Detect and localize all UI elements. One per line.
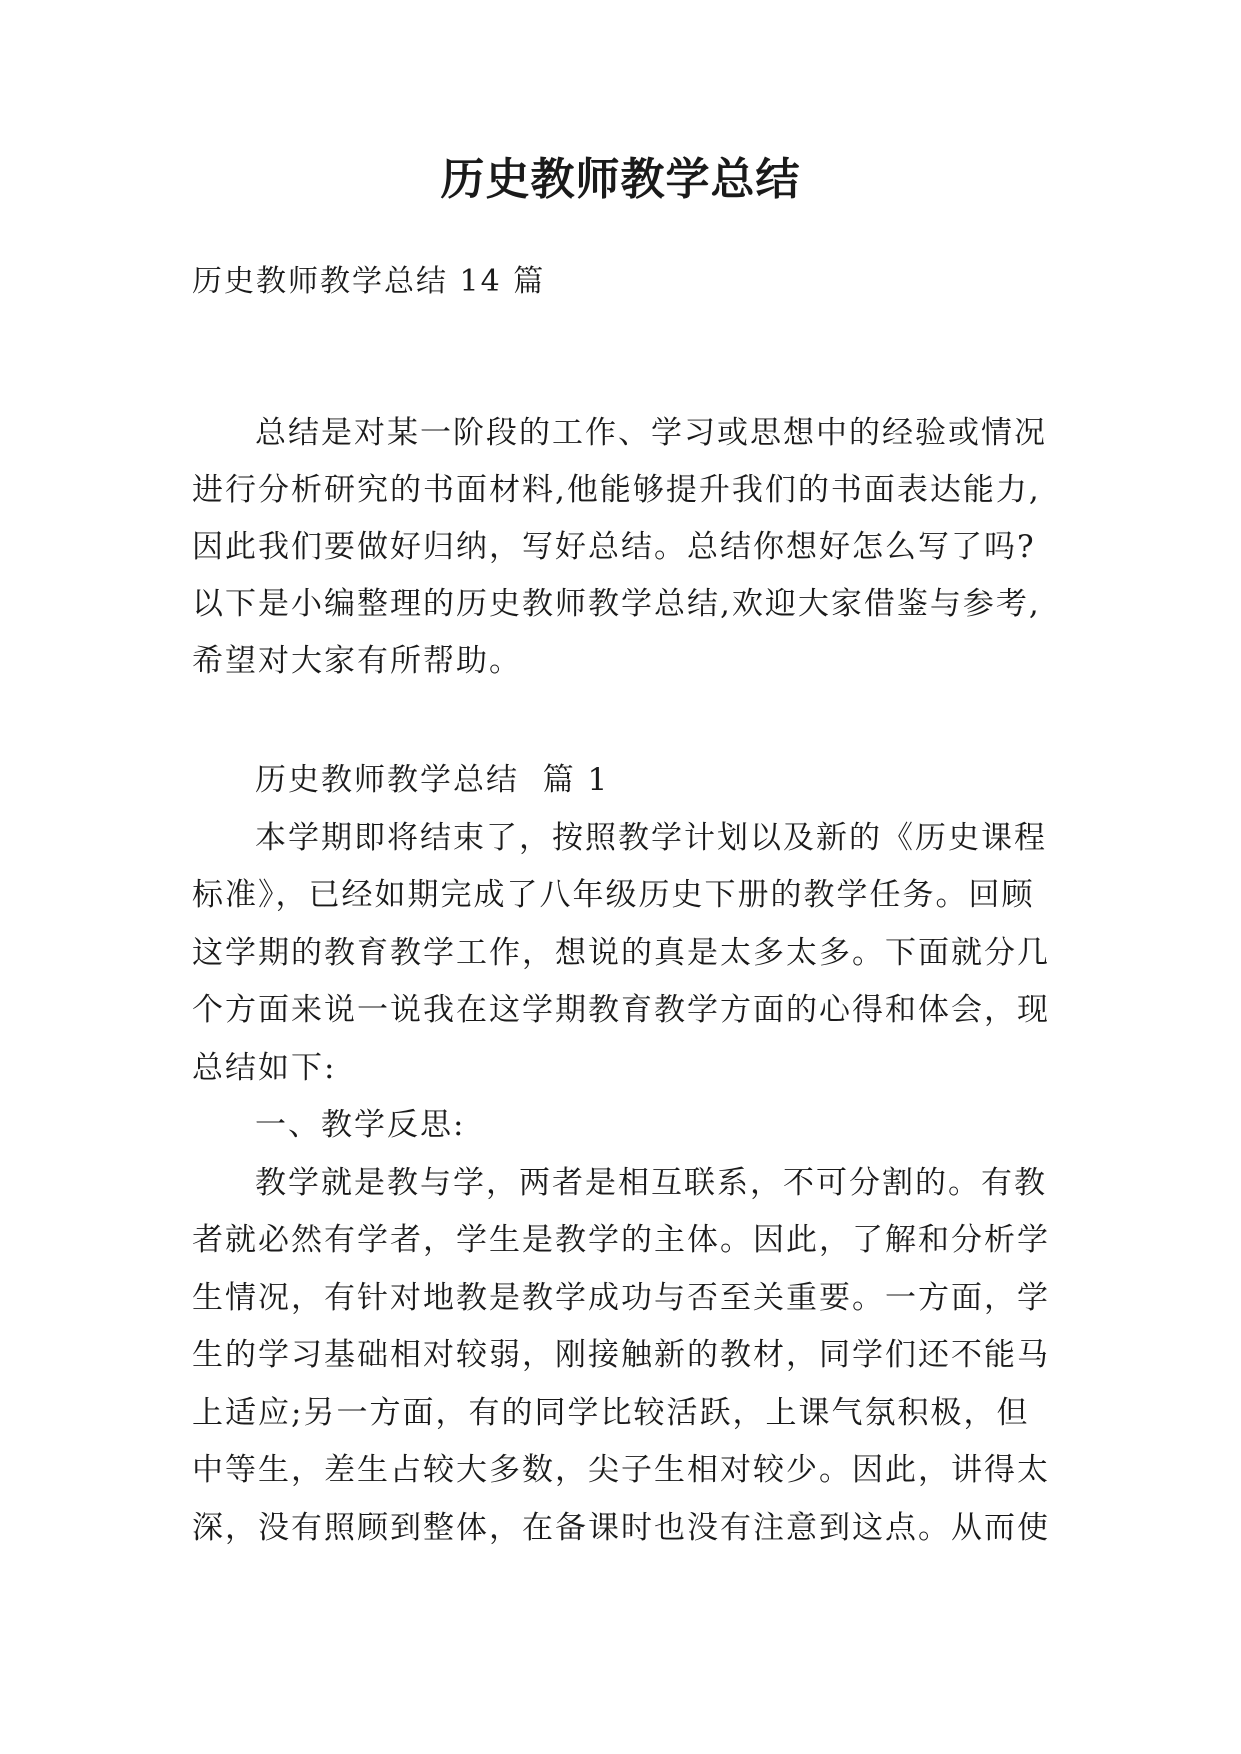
intro-line: 进行分析研究的书面材料,他能够提升我们的书面表达能力, bbox=[192, 472, 1041, 508]
section-heading: 历史教师教学总结 篇 1 bbox=[255, 762, 610, 798]
intro-line: 因此我们要做好归纳，写好总结。总结你想好怎么写了吗? bbox=[192, 529, 1036, 565]
document-subtitle: 历史教师教学总结 14 篇 bbox=[192, 264, 546, 299]
section-line: 这学期的教育教学工作，想说的真是太多太多。下面就分几 bbox=[192, 934, 1050, 971]
section-line: 本学期即将结束了，按照教学计划以及新的《历史课程 bbox=[255, 819, 1047, 856]
section-line: 深，没有照顾到整体，在备课时也没有注意到这点。从而使 bbox=[192, 1509, 1050, 1546]
section-line: 个方面来说一说我在这学期教育教学方面的心得和体会，现 bbox=[192, 992, 1050, 1028]
intro-line: 以下是小编整理的历史教师教学总结,欢迎大家借鉴与参考, bbox=[192, 586, 1041, 622]
section-1 bbox=[192, 752, 1052, 1557]
section-line: 标准》，已经如期完成了八年级历史下册的教学任务。回顾 bbox=[192, 877, 1035, 913]
intro-line: 总结是对某一阶段的工作、学习或思想中的经验或情况 bbox=[255, 415, 1047, 451]
intro-line: 希望对大家有所帮助。 bbox=[192, 643, 522, 679]
section-line: 者就必然有学者，学生是教学的主体。因此，了解和分析学 bbox=[192, 1222, 1050, 1258]
section-line: 总结如下: bbox=[192, 1049, 337, 1086]
section-line: 生情况，有针对地教是教学成功与否至关重要。一方面，学 bbox=[192, 1279, 1050, 1316]
document-title: 历史教师教学总结 bbox=[440, 154, 801, 205]
section-line: 生的学习基础相对较弱，刚接触新的教材，同学们还不能马 bbox=[192, 1337, 1050, 1373]
section-line: 上适应;另一方面，有的同学比较活跃，上课气氛积极，但 bbox=[192, 1394, 1030, 1431]
intro-paragraph bbox=[192, 405, 1052, 690]
section-line: 中等生，差生占较大多数，尖子生相对较少。因此，讲得太 bbox=[192, 1452, 1050, 1488]
subsection-heading: 一、教学反思: bbox=[255, 1107, 466, 1143]
section-line: 教学就是教与学，两者是相互联系，不可分割的。有教 bbox=[255, 1164, 1047, 1201]
